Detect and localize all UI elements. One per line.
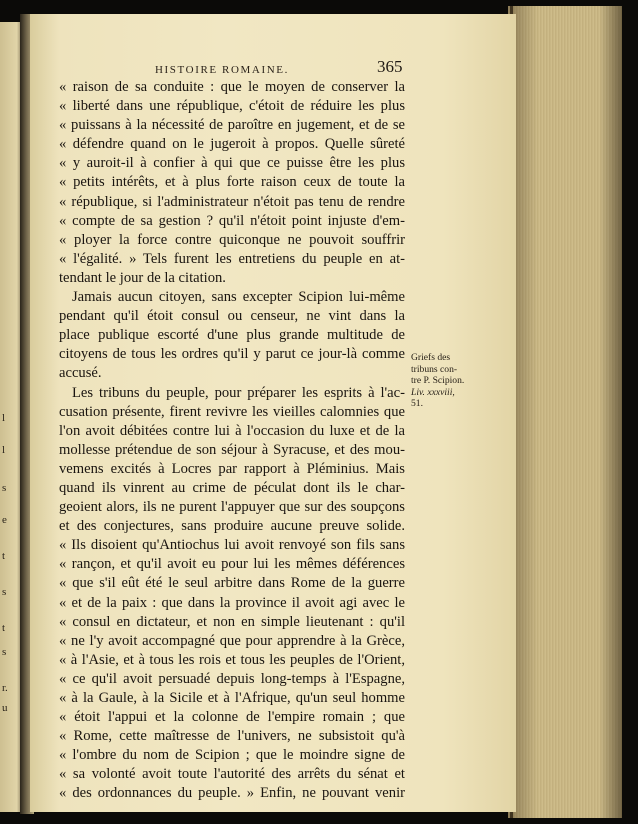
running-head-title: HISTOIRE ROMAINE. (155, 64, 289, 76)
text-line: Les tribuns du peuple, pour préparer les esprits à l'ac- (72, 384, 405, 401)
text-line: « rançon, et qu'il avoit eu pour lui les mêmes déférences (59, 556, 405, 573)
text-line: « à la Gaule, à la Sicile et à l'Afrique, qu'un seul homme (59, 690, 405, 706)
left-page-letter: e (2, 514, 7, 526)
page-number: 365 (377, 57, 403, 76)
margin-note (411, 352, 501, 410)
left-page-letter: s (2, 586, 7, 598)
text-line: geoient alors, ils ne purent l'appuyer que sur des soupçons (59, 499, 405, 516)
text-line: « des ordonnances du peuple. » Enfin, ne pouvant venir (59, 785, 405, 802)
margin-note-line: tre P. Scipion. (411, 375, 465, 386)
margin-reference-line: Liv. xxxviii, (411, 386, 455, 398)
text-line: « Ils disoient qu'Antiochus lui avoit renvoyé son fils sans (59, 537, 405, 554)
page-edges (508, 6, 622, 818)
margin-note-line: Griefs des (411, 352, 451, 363)
text-line: vemens excités à Locres par rapport à Pléminius. Mais (59, 460, 405, 477)
text-line: quand ils vinrent au crime de péculat dont ils le char- (59, 479, 405, 496)
margin-reference-line: 51. (411, 398, 423, 409)
text-line: « et de la paix : que dans la province il avoit agi avec le (59, 594, 405, 611)
left-page-letter: l (2, 412, 6, 424)
text-line: Jamais aucun citoyen, sans excepter Scipion lui-même (72, 289, 405, 306)
text-line: « y auroit-il à confier à qui que ce puisse être les plus (59, 155, 405, 172)
text-line: « petits intérêts, et à plus forte raison ceux de toute la (59, 174, 405, 191)
text-line: « étoit l'appui et la colonne de l'empire romain ; que (59, 709, 405, 726)
text-line: « que s'il eût été le seul arbitre dans Rome de la guerre (59, 575, 405, 592)
text-line: « défendre quand on le jugeroit à propos. Quelle sûreté (59, 136, 405, 153)
left-page-letter: u (2, 702, 8, 714)
text-line: mollesse prétendue de son séjour à Syracuse, et des mou- (59, 441, 405, 458)
text-line: « ne l'y avoit accompagné que pour apprendre à la Grèce, (59, 632, 405, 649)
text-line: « république, si l'administrateur n'étoit pas tenu de rendre (59, 193, 405, 210)
text-line: et des conjectures, sans produire aucune preuve solide. (59, 518, 405, 535)
text-line: tendant le jour de la citation. (59, 269, 226, 286)
left-page-letter: t (2, 622, 6, 634)
text-line: « consul en dictateur, et non en simple lieutenant : qu'il (59, 613, 405, 630)
text-line: « compte de sa gestion ? qu'il n'étoit point injuste d'em- (59, 212, 405, 229)
text-line: citoyens de tous les ordres qu'il y parut ce jour-là comme (59, 346, 405, 363)
text-line: « liberté dans une république, c'étoit de réduire les plus (59, 98, 405, 115)
text-line: pendant qu'il étoit consul ou censeur, ne vint dans la (59, 308, 405, 325)
margin-note-line: tribuns con- (411, 363, 458, 375)
page-edge-shading (510, 6, 622, 818)
text-line: l'on avoit débitées contre lui à l'occasion du luxe et de la (59, 422, 405, 439)
text-line: « Rome, cette maîtresse de l'univers, ne subsistoit qu'à (59, 728, 405, 745)
text-line: « puissans à la nécessité de paroître en jugement, et de se (59, 117, 405, 134)
left-page-letter: s (2, 646, 7, 658)
body-text (59, 78, 405, 804)
left-page-letter: t (2, 550, 6, 562)
text-line: « l'égalité. » Tels furent les entretiens du peuple en at- (59, 250, 405, 267)
text-line: « ce qu'il avoit persuadé depuis long-temps à l'Espagne, (59, 670, 405, 687)
text-line: cusation présente, firent revivre les vieilles calomnies que (59, 403, 405, 420)
text-line: « ployer la force contre quiconque ne pouvoit souffrir (59, 231, 405, 248)
text-line: « raison de sa conduite : que le moyen de conserver la (59, 79, 405, 95)
text-line: place publique escorté d'une plus grande multitude de (59, 327, 405, 344)
left-page-letter: r. (2, 682, 8, 694)
margin-reference (411, 387, 501, 410)
text-line: accusé. (59, 365, 102, 382)
text-line: « à l'Asie, et à tous les rois et tous les peuples de l'Orient, (59, 651, 405, 668)
left-page-letter: l (2, 444, 6, 456)
left-page-letter: s (2, 482, 7, 494)
text-line: « sa volonté avoit toute l'autorité des arrêts du sénat et (59, 766, 405, 783)
text-line: « l'ombre du nom de Scipion ; que le moindre signe de (59, 747, 405, 764)
